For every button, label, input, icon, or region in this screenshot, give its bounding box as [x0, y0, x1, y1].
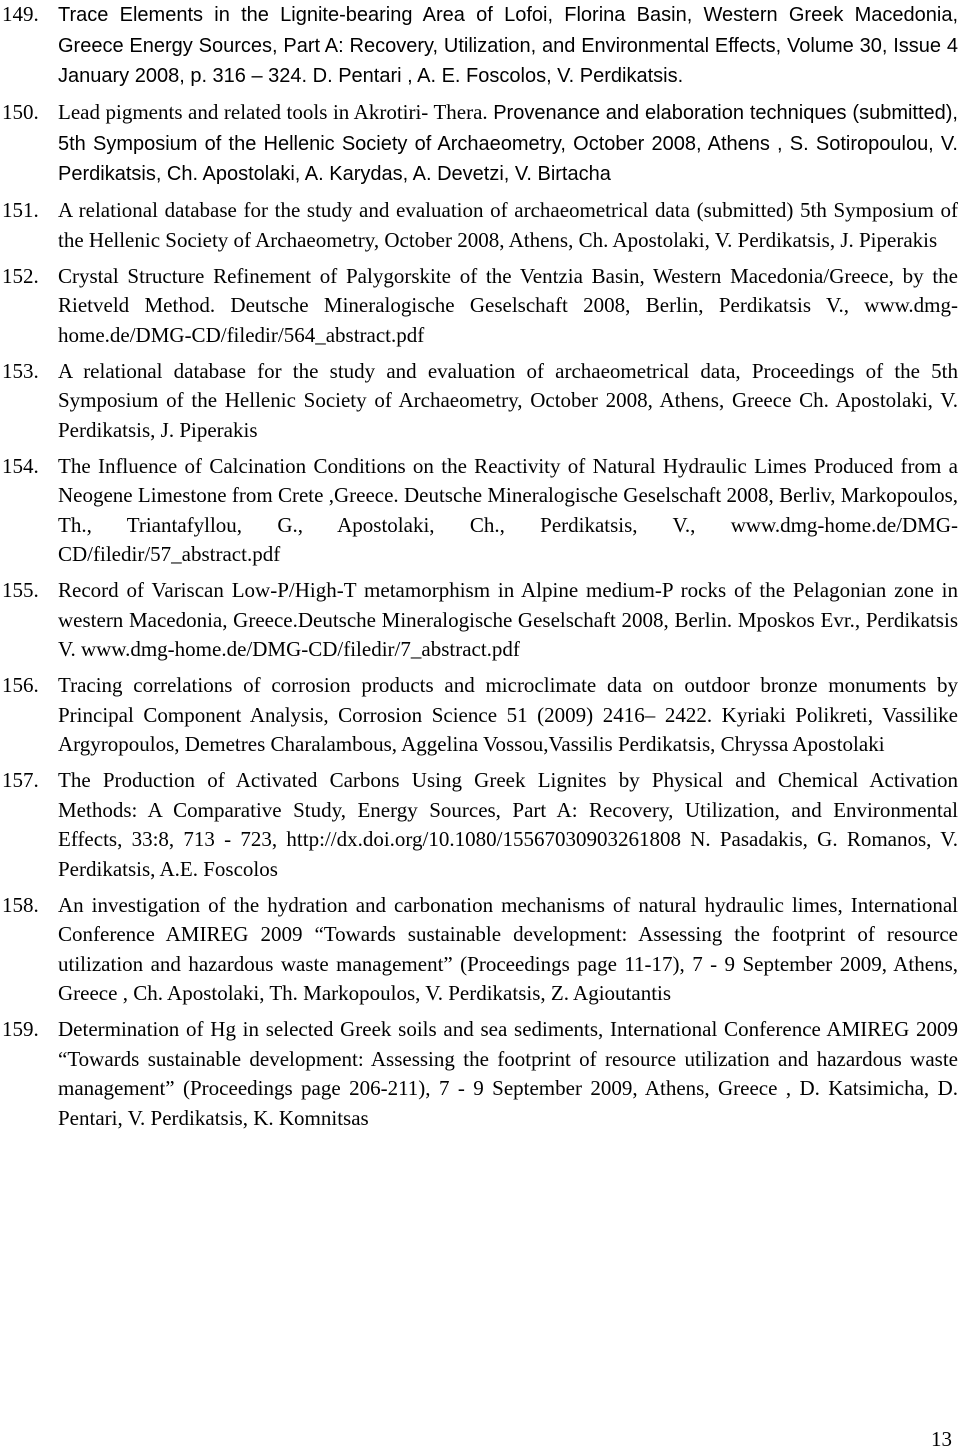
reference-text-segment: The Production of Activated Carbons Using Greek Lignites by Physical and Chemical Activation Methods: A Comparative Study, Energy Sources, Part A: Recovery, Utilization, and Environmental Effects, 33:8, 713 - 723, http://dx.doi.org/10.1080/15567030903261808 N. Pasadakis, G. Romanos, V. Perdikatsis, A.E. Foscolos	[58, 768, 958, 881]
reference-number: 150.	[2, 100, 39, 124]
reference-text-segment: A relational database for the study and evaluation of archaeometrical data (submitted) 5th Symposium of the Hellenic Society of Archaeometry, October 2008, Athens, Ch. Apostolaki, V. Perdikatsis, J. Piperakis	[58, 198, 958, 252]
reference-item	[0, 357, 958, 446]
reference-number: 151.	[2, 198, 39, 222]
reference-item	[0, 196, 958, 255]
reference-number: 154.	[2, 453, 39, 478]
reference-item	[0, 262, 958, 351]
reference-number: 152.	[2, 263, 39, 288]
reference-number: 156.	[2, 673, 39, 697]
reference-text-segment: An investigation of the hydration and carbonation mechanisms of natural hydraulic limes, International Conference AMIREG 2009 “Towards sustainable development: Assessing the footprint of resource utilization and hazardous waste management” (Proceedings page 11-17), 7 - 9 September 2009, Athens, Greece , Ch. Apostolaki, Th. Markopoulos, V. Perdikatsis, Z. Agioutantis	[58, 892, 958, 1005]
reference-text	[58, 0, 958, 92]
reference-number: 155.	[2, 578, 39, 602]
reference-text	[58, 452, 958, 570]
reference-number: 159.	[2, 1017, 39, 1041]
reference-item	[0, 576, 958, 665]
reference-item	[0, 0, 958, 92]
reference-text-segment: Lead pigments and related tools in Akrotiri- Thera.	[58, 100, 494, 124]
reference-text-segment: The Influence of Calcination Conditions on the Reactivity of Natural Hydraulic Limes Produced from a Neogene Limestone from Crete ,Greece. Deutsche Mineralogische Geselschaft 2008, Berliv, Markopoulos, Th., Triantafyllou, G., Apostolaki, Ch., Perdikatsis, V., www.dmg-home.de/DMG-CD/filedir/57_abstract.pdf	[58, 453, 958, 566]
reference-item	[0, 1015, 958, 1133]
reference-text-segment: Determination of Hg in selected Greek soils and sea sediments, International Conference AMIREG 2009 “Towards sustainable development: Assessing the footprint of resource utilization and hazardous waste management” (Proceedings page 206-211), 7 - 9 September 2009, Athens, Greece , D. Katsimicha, D. Pentari, V. Perdikatsis, K. Komnitsas	[58, 1017, 958, 1130]
reference-text-segment: Tracing correlations of corrosion products and microclimate data on outdoor bronze monuments by Principal Component Analysis, Corrosion Science 51 (2009) 2416– 2422. Kyriaki Polikreti, Vassilike Argyropoulos, Demetres Charalambous, Aggelina Vossou,Vassilis Perdikatsis, Chryssa Apostolaki	[58, 673, 958, 756]
reference-text-segment: Trace Elements in the Lignite-bearing Area of Lofoi, Florina Basin, Western Greek Macedonia, Greece Energy Sources, Part A: Recovery, Utilization, and Environmental Effects, Volume 30, Issue 4 January 2008, p. 316 – 324. D. Pentari , A. E. Foscolos, V. Perdikatsis.	[58, 4, 958, 87]
reference-text	[58, 1015, 958, 1133]
reference-text-segment: Record of Variscan Low-P/High-T metamorphism in Alpine medium-P rocks of the Pelagonian zone in western Macedonia, Greece.Deutsche Mineralogische Geselschaft 2008, Berlin. Mposkos Evr., Perdikatsis V. www.dmg-home.de/DMG-CD/filedir/7_abstract.pdf	[58, 578, 958, 661]
reference-item	[0, 98, 958, 190]
reference-text	[58, 766, 958, 884]
page-number: 13	[931, 1427, 952, 1451]
reference-number: 153.	[2, 358, 39, 383]
reference-item	[0, 766, 958, 884]
reference-text	[58, 262, 958, 351]
reference-item	[0, 452, 958, 570]
reference-number: 149.	[2, 2, 39, 26]
reference-text	[58, 98, 958, 190]
reference-text-segment: A relational database for the study and evaluation of archaeometrical data, Proceedings of the 5th Symposium of the Hellenic Society of Archaeometry, October 2008, Athens, Greece Ch. Apostolaki, V. Perdikatsis, J. Piperakis	[58, 358, 958, 442]
reference-number: 158.	[2, 892, 39, 917]
reference-number: 157.	[2, 768, 39, 792]
reference-text	[58, 576, 958, 665]
reference-text	[58, 671, 958, 760]
reference-text	[58, 196, 958, 255]
reference-text-segment: Crystal Structure Refinement of Palygorskite of the Ventzia Basin, Western Macedonia/Greece, by the Rietveld Method. Deutsche Mineralogische Geselschaft 2008, Berlin, Perdikatsis V., www.dmg-home.de/DMG-CD/filedir/564_abstract.pdf	[58, 263, 958, 347]
reference-text-segment: Provenance and elaboration techniques (submitted), 5th Symposium of the Hellenic Society of Archaeometry, October 2008, Athens , S. Sotiropoulou, V. Perdikatsis, Ch. Apostolaki, A. Karydas, A. Devetzi, V. Birtacha	[58, 102, 958, 185]
reference-item	[0, 891, 958, 1009]
reference-item	[0, 671, 958, 760]
reference-text	[58, 357, 958, 446]
reference-text	[58, 891, 958, 1009]
